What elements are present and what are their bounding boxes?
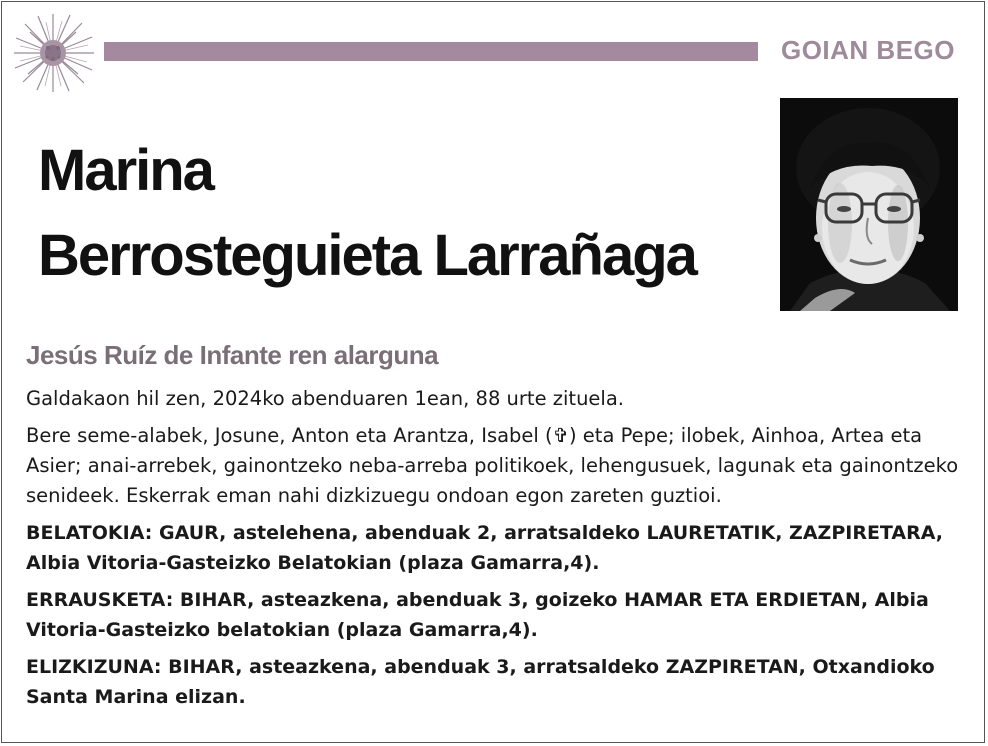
mass-info: ELIZKIZUNA: BIHAR, asteazkena, abenduak 3, arratsaldeko ZAZPIRETAN, Otxandioko Santa Marina elizan. — [26, 656, 935, 708]
deceased-surnames: Berrosteguieta Larrañaga — [38, 223, 696, 288]
wake-info: BELATOKIA: GAUR, astelehena, abenduak 2, arratsaldeko LAURETATIK, ZAZPIRETARA, Albia Vitoria-Gasteizko Belatokian (plaza Gamarra,4). — [26, 522, 944, 574]
widow-of-subtitle: Jesús Ruíz de Infante ren alarguna — [26, 340, 439, 370]
cremation-info: ERRAUSKETA: BIHAR, asteazkena, abenduak 3, goizeko HAMAR ETA ERDIETAN, Albia Vitoria-Gasteizko belatokian (plaza Gamarra,4). — [26, 589, 929, 641]
death-notice: Galdakaon hil zen, 2024ko abenduaren 1ean, 88 urte zituela. — [26, 387, 624, 410]
cross-icon: ✞ — [552, 424, 569, 447]
family-text-end: ) eta Pepe; ilobek, Ainhoa, Artea eta Asier; anai-arrebek, gainontzeko neba-arreba politikoek, lehengusuek, lagunak eta gainontzeko senideek. Eskerrak eman nahi dizkizuegu ondoan egon zareten guztioi. — [26, 424, 959, 507]
obituary-card — [1, 1, 985, 743]
brand-title: GOIAN BEGO — [780, 35, 955, 65]
portrait-image — [780, 98, 958, 311]
portrait-photo — [780, 98, 958, 311]
deceased-first-name: Marina — [38, 138, 213, 203]
obituary-body — [26, 384, 961, 719]
thistle-flower-icon — [8, 10, 98, 96]
family-list — [26, 421, 961, 511]
family-text-start: Bere seme-alabek, Josune, Anton eta Arantza, Isabel ( — [26, 424, 553, 447]
header-bar — [104, 42, 758, 61]
